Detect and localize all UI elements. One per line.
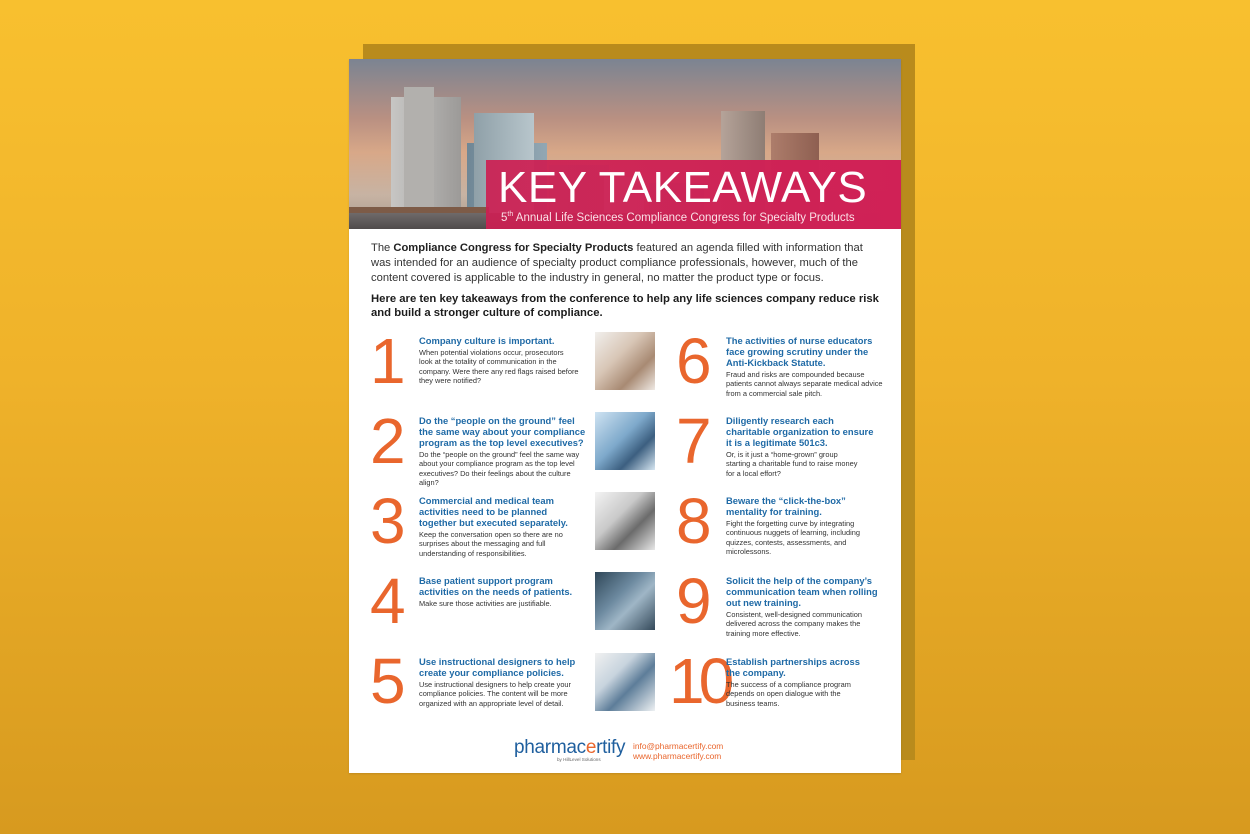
lead-paragraph: Here are ten key takeaways from the conference to help any life sciences company reduce risk and build a stronger culture of compliance. [371,293,879,319]
takeaway-number: 9 [676,565,712,637]
takeaway-number: 6 [676,325,712,397]
takeaway-number: 10 [669,645,729,717]
handshake-photo [595,572,655,630]
city-skyline-image [349,59,901,229]
takeaway-body: When potential violations occur, prosecutors look at the totality of communication in the company. Were there any red flags raised before they were notified? [419,348,579,386]
team-meeting-photo [595,332,655,390]
takeaway-number: 1 [370,325,406,397]
takeaway-body: Make sure those activities are justifiable. [419,599,552,608]
takeaway-body: The success of a compliance program depends on open dialogue with the business teams. [726,680,851,708]
takeaway-number: 7 [676,405,712,477]
takeaway-heading: Do the “people on the ground” feel the same way about your compliance program as the top level executives? [419,415,586,448]
takeaway-heading: Establish partnerships across the company. [726,656,860,678]
contact-email[interactable]: info@pharmacertify.com [633,741,724,751]
takeaway-heading: Commercial and medical team activities need to be planned together but executed separately. [419,495,568,528]
flyer-page [349,59,901,773]
page-subtitle: 5th Annual Life Sciences Compliance Congress for Specialty Products [501,211,855,224]
paperwork-photo [595,492,655,550]
takeaway-heading: The activities of nurse educators face growing scrutiny under the Anti-Kickback Statute. [726,335,873,368]
takeaway-body: Fraud and risks are compounded because patients cannot always separate medical advice from a commercial sale pitch. [726,370,883,398]
logo-tagline: by HillLevel Solutions [557,757,601,762]
takeaway-heading: Diligently research each charitable organization to ensure it is a legitimate 501c3. [726,415,874,448]
takeaway-heading: Base patient support program activities on the needs of patients. [419,575,573,597]
office-discussion-photo [595,412,655,470]
page-title: KEY TAKEAWAYS [498,163,868,212]
takeaway-body: Fight the forgetting curve by integrating continuous nuggets of learning, including quizzes, contests, assessments, and microlessons. [726,519,860,557]
takeaway-number: 3 [370,485,406,557]
takeaway-body: Do the “people on the ground” feel the same way about your compliance program as the top level executives? Do their feelings about the culture align? [419,450,580,488]
takeaway-number: 8 [676,485,712,557]
contact-info [633,741,723,761]
conference-table-photo [595,653,655,711]
takeaway-heading: Use instructional designers to help create your compliance policies. [419,656,576,678]
takeaway-body: Consistent, well-designed communication delivered across the company makes the training more effective. [726,610,862,638]
contact-website[interactable]: www.pharmacertify.com [633,751,722,761]
takeaway-body: Use instructional designers to help create your compliance policies. The content will be more organized with an appropriate level of detail. [419,680,571,708]
takeaway-heading: Company culture is important. [419,335,555,346]
takeaway-number: 5 [370,645,406,717]
pharmacertify-logo: pharmacertify [514,737,626,758]
takeaway-heading: Solicit the help of the company’s communication team when rolling out new training. [726,575,878,608]
title-banner [486,160,901,229]
takeaway-number: 2 [370,405,406,477]
takeaway-body: Keep the conversation open so there are no surprises about the messaging and full understanding of responsibilities. [419,530,563,558]
takeaway-body: Or, is it just a “home-grown” group starting a charitable fund to raise money for a local effort? [726,450,858,478]
takeaway-number: 4 [370,565,406,637]
takeaway-heading: Beware the “click-the-box” mentality for training. [726,495,846,517]
intro-paragraph: The Compliance Congress for Specialty Products featured an agenda filled with information that was intended for an audience of specialty product compliance professionals, however, much of the content covered is applicable to the industry in general, no matter the product type or focus. [371,242,863,284]
